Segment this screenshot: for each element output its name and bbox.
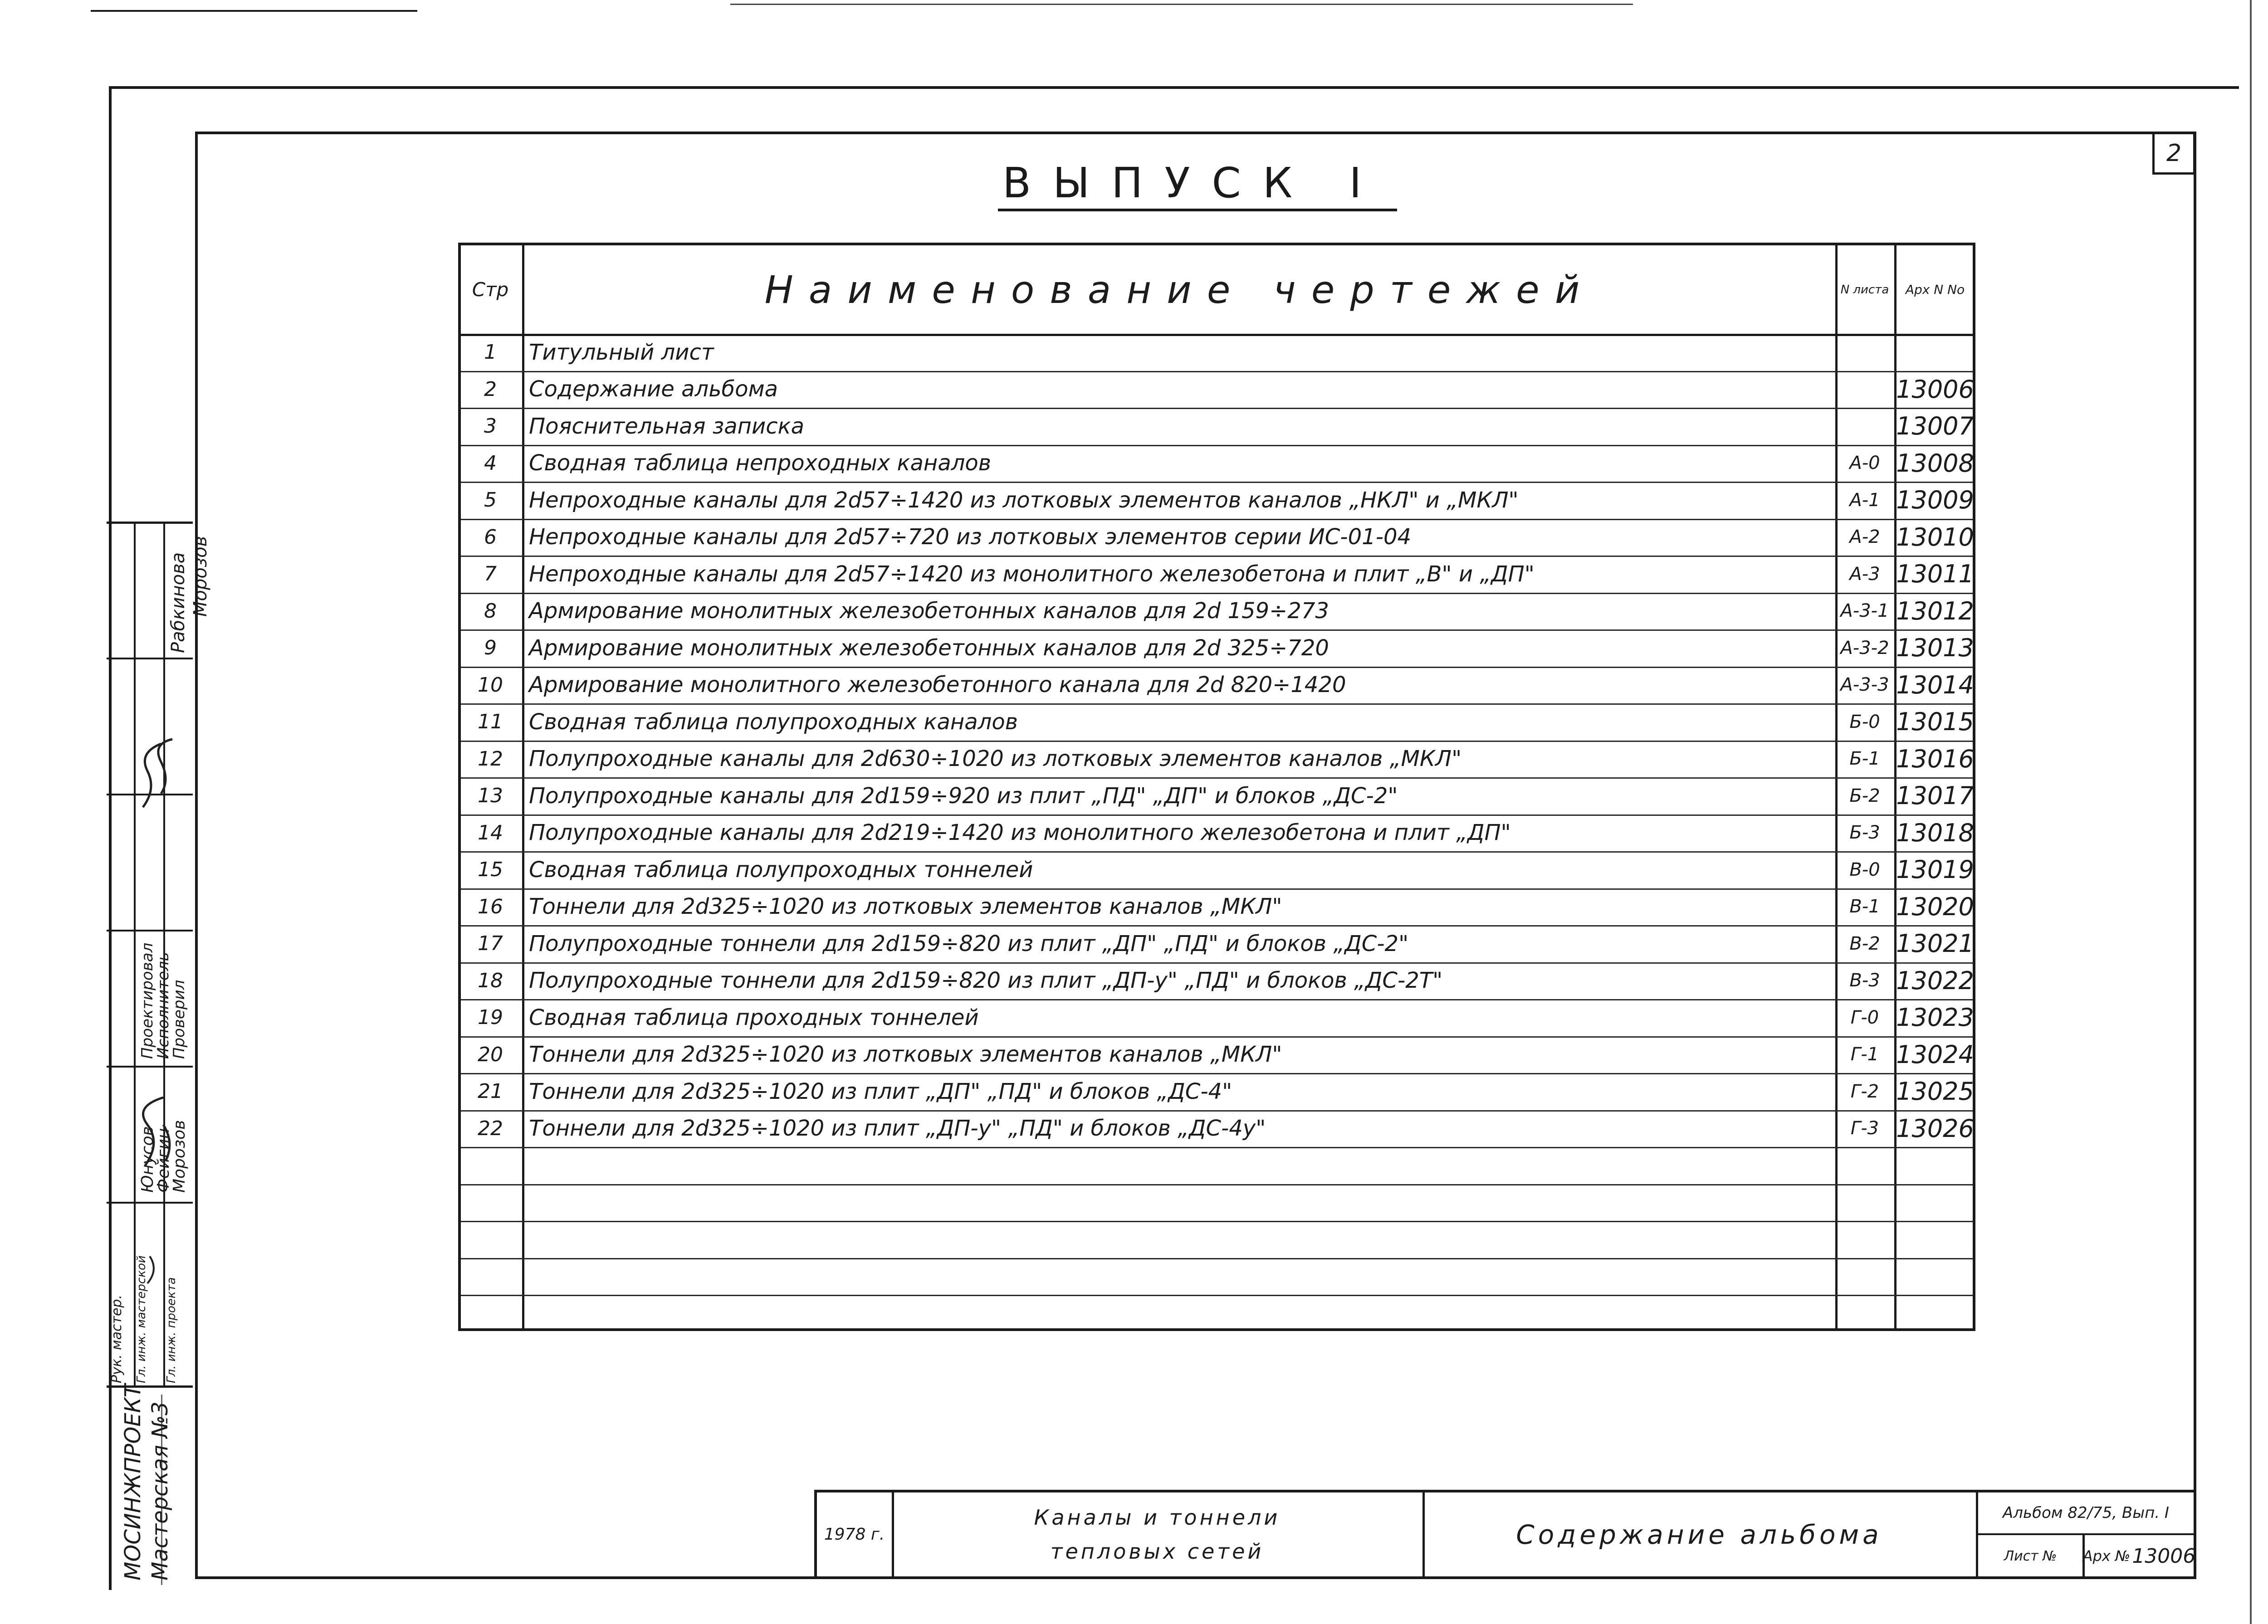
row-sheet-number: В-0 [1849,859,1880,880]
header-page: Стр [472,278,509,301]
table-row [461,556,1973,594]
row-drawing-name: Непроходные каналы для 2d57÷1420 из монолитного железобетона и плит „В" и „ДП" [529,561,1535,587]
table-row [461,814,1973,853]
table-row [461,777,1973,816]
row-page-number: 9 [484,636,497,660]
row-sheet-number: А-3-3 [1840,674,1889,696]
row-sheet-number: А-1 [1849,489,1880,511]
scan-line-right [2250,0,2252,1624]
row-sheet-number [1838,1184,1892,1221]
sheet-number: 2 [2152,132,2195,175]
row-archive-number: 13021 [1896,929,1974,958]
row-archive-number [1897,334,1974,371]
row-sheet-number: Б-1 [1849,748,1880,770]
row-page-number: 19 [478,1006,503,1029]
row-drawing-name: Полупроходные каналы для 2d159÷920 из плит „ПД" „ДП" и блоков „ДС-2" [529,783,1398,809]
row-page-number: 8 [484,599,497,623]
table-row [461,371,1973,410]
side-stamp-border-bottom [107,1385,193,1388]
row-page-number: 5 [484,488,497,512]
row-archive-number: 13016 [1896,744,1974,773]
row-page-number: 10 [478,673,503,697]
row-sheet-number: В-2 [1849,933,1880,954]
row-sheet-number: Б-2 [1849,785,1880,806]
row-page-number: 7 [484,562,497,586]
row-drawing-name: Сводная таблица полупроходных тоннелей [529,857,1033,883]
row-archive-number: 13011 [1896,560,1974,589]
row-drawing-name: Полупроходные тоннели для 2d159÷820 из плит „ДП-у" „ПД" и блоков „ДС-2Т" [529,968,1443,994]
issue-heading: ВЫПУСК I [1002,159,1383,207]
row-sheet-number [1838,408,1892,445]
header-archive-number: Арх N No [1905,282,1965,297]
table-row [461,1258,1973,1297]
row-sheet-number: В-3 [1849,970,1880,991]
row-sheet-number [1838,371,1892,408]
stamp-name-morozov-2: Морозов [170,1120,189,1193]
title-project-line2: тепловых сетей [1050,1539,1264,1564]
row-drawing-name: Сводная таблица полупроходных каналов [529,709,1018,735]
title-project-line1: Каналы и тоннели [1034,1505,1281,1530]
issue-heading-underline [998,209,1397,211]
row-archive-number: 13020 [1896,892,1974,921]
row-sheet-number: Г-1 [1850,1044,1879,1065]
tb-hline-right [1976,1533,2194,1535]
table-row [461,1147,1973,1185]
row-archive-number: 13009 [1896,486,1974,515]
row-sheet-number: Г-0 [1850,1007,1879,1028]
row-page-number: 4 [484,451,497,475]
row-page-number [461,1184,520,1221]
row-archive-number: 13008 [1896,449,1974,478]
row-page-number: 21 [478,1080,503,1103]
row-drawing-name: Сводная таблица проходных тоннелей [529,1005,979,1030]
row-page-number: 11 [478,710,503,734]
stamp-name-morozov-1: Морозов [190,536,211,617]
row-sheet-number: А-0 [1849,453,1880,474]
row-page-number: 22 [478,1117,503,1140]
row-page-number: 20 [478,1043,503,1066]
row-page-number: 1 [484,341,497,364]
table-row [461,851,1973,890]
row-sheet-number [1838,1258,1892,1295]
title-sheet-title: Содержание альбома [1516,1519,1882,1550]
scan-line-top-2 [730,4,1633,5]
stamp-role-chief-engineer-workshop: Гл. инж. мастерской [135,1255,148,1383]
row-archive-number: 13024 [1896,1040,1974,1069]
row-page-number: 15 [478,858,503,882]
row-archive-number: 13025 [1896,1077,1974,1106]
table-row [461,999,1973,1038]
row-sheet-number: Б-3 [1849,822,1880,844]
row-page-number: 13 [478,784,503,808]
row-drawing-name: Тоннели для 2d325÷1020 из лотковых элементов каналов „МКЛ" [529,894,1282,920]
row-page-number: 18 [478,969,503,992]
row-archive-number [1897,1147,1974,1184]
table-row [461,741,1973,779]
row-sheet-number: А-3-2 [1840,637,1889,658]
row-archive-number: 13006 [1896,375,1974,404]
row-sheet-number [1838,334,1892,371]
title-sheet-label: Лист № [2004,1548,2057,1564]
table-row [461,482,1973,520]
table-row [461,1073,1973,1112]
row-page-number: 3 [484,415,497,438]
table-row [461,445,1973,483]
row-page-number [461,1147,520,1184]
row-drawing-name: Пояснительная записка [529,413,805,439]
row-archive-number: 13007 [1896,412,1974,441]
row-archive-number [1897,1221,1974,1258]
row-archive-number [1897,1184,1974,1221]
header-sheet-number: N листа [1840,283,1889,297]
row-drawing-name [529,1147,1831,1184]
row-archive-number: 13015 [1896,707,1974,736]
row-page-number: 12 [478,747,503,771]
table-row [461,925,1973,964]
row-archive-number: 13019 [1896,855,1974,884]
row-page-number [461,1221,520,1258]
table-row [461,1221,1973,1259]
table-row [461,629,1973,668]
stamp-name-rabkinova: Рабкинова [168,552,189,653]
row-drawing-name: Полупроходные каналы для 2d219÷1420 из монолитного железобетона и плит „ДП" [529,820,1511,846]
row-archive-number: 13017 [1896,781,1974,810]
row-sheet-number: А-3 [1849,563,1880,585]
table-row [461,408,1973,446]
row-sheet-number: Б-0 [1849,711,1880,732]
title-year: 1978 г. [824,1525,885,1544]
table-row [461,519,1973,557]
row-archive-number: 13018 [1896,818,1974,847]
title-block [814,1490,2194,1576]
stamp-name-feigin: Фейгин [154,1128,173,1193]
row-drawing-name: Тоннели для 2d325÷1020 из плит „ДП-у" „ПД" и блоков „ДС-4у" [529,1116,1266,1141]
row-archive-number: 13013 [1896,634,1974,663]
row-page-number: 17 [478,932,503,956]
row-drawing-name: Полупроходные каналы для 2d630÷1020 из лотковых элементов каналов „МКЛ" [529,746,1462,772]
row-drawing-name [529,1258,1831,1295]
row-archive-number: 13012 [1896,596,1974,625]
table-row [461,593,1973,631]
row-sheet-number: В-1 [1849,896,1880,917]
stamp-role-executor: Исполнитель [154,952,172,1059]
stamp-name-yunusov: Юнусов [138,1126,157,1193]
title-archive [2082,1536,2196,1576]
title-album: Альбом 82/75, Вып. I [2003,1504,2169,1522]
organization-name: МОСИНЖПРОЕКТ [120,1384,146,1580]
row-page-number: 2 [484,377,497,401]
row-sheet-number: Г-3 [1850,1118,1879,1139]
row-drawing-name: Армирование монолитного железобетонного канала для 2d 820÷1420 [529,672,1346,698]
row-drawing-name: Полупроходные тоннели для 2d159÷820 из плит „ДП" „ПД" и блоков „ДС-2" [529,931,1409,956]
table-row [461,1036,1973,1075]
row-drawing-name: Армирование монолитных железобетонных каналов для 2d 325÷720 [529,635,1329,661]
organization-block [107,1384,193,1585]
row-drawing-name: Непроходные каналы для 2d57÷1420 из лотковых элементов каналов „НКЛ" и „МКЛ" [529,487,1519,513]
row-drawing-name [529,1221,1831,1258]
row-archive-number: 13010 [1896,522,1974,551]
row-page-number: 6 [484,525,497,549]
row-drawing-name: Титульный лист [529,339,714,365]
row-archive-number: 13014 [1896,670,1974,699]
table-row [461,962,1973,1001]
row-archive-number: 13022 [1896,966,1974,995]
row-sheet-number [1838,1147,1892,1184]
header-drawing-name: Наименование чертежей [764,267,1595,312]
table-row [461,667,1973,705]
stamp-role-head: Рук. мастер. [109,1294,125,1383]
table-row [461,888,1973,927]
row-drawing-name: Тоннели для 2d325÷1020 из лотковых элементов каналов „МКЛ" [529,1042,1282,1068]
stamp-role-checker: Проверил [170,980,188,1059]
table-row [461,334,1973,372]
table-row [461,1184,1973,1223]
row-drawing-name: Непроходные каналы для 2d57÷720 из лотковых элементов серии ИС-01-04 [529,524,1412,550]
scan-line-top [91,10,417,12]
row-drawing-name: Сводная таблица непроходных каналов [529,450,992,476]
row-page-number: 14 [478,821,503,844]
title-archive-label: Арх № [2082,1547,2131,1565]
stamp-role-chief-engineer-project: Гл. инж. проекта [165,1277,178,1383]
workshop-name: Мастерская №3 [147,1401,173,1580]
row-drawing-name: Армирование монолитных железобетонных каналов для 2d 159÷273 [529,598,1329,624]
row-sheet-number: А-2 [1849,527,1880,548]
stamp-role-designer: Проектировал [138,942,156,1059]
contents-table [458,243,1975,1331]
row-sheet-number: А-3-1 [1840,600,1889,622]
row-page-number: 16 [478,895,503,918]
row-archive-number: 13023 [1896,1003,1974,1032]
table-row [461,703,1973,742]
table-header [461,245,1973,336]
row-archive-number [1897,1258,1974,1295]
side-stamp-border [107,522,193,524]
row-sheet-number: Г-2 [1850,1081,1879,1102]
row-drawing-name: Тоннели для 2d325÷1020 из плит „ДП" „ПД" и блоков „ДС-4" [529,1078,1232,1104]
row-archive-number: 13026 [1896,1114,1974,1143]
side-stamp [107,522,211,1388]
row-drawing-name: Содержание альбома [529,376,778,402]
table-row [461,1110,1973,1149]
title-archive-number: 13006 [2132,1544,2196,1568]
row-drawing-name [529,1184,1831,1221]
row-sheet-number [1838,1221,1892,1258]
row-page-number [461,1258,520,1295]
